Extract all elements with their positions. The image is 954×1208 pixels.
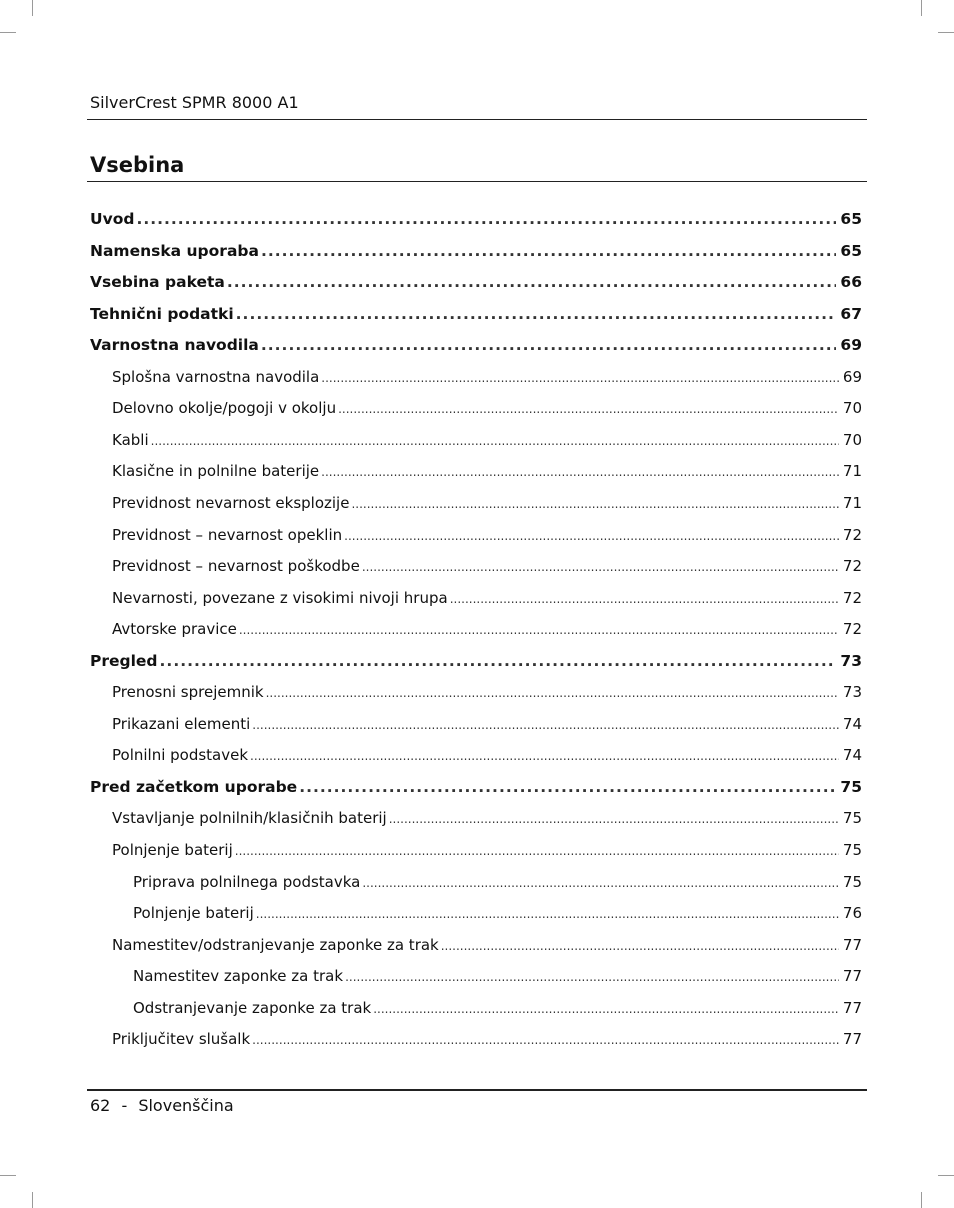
footer-divider xyxy=(87,1089,867,1091)
toc-dot-leader xyxy=(338,402,839,416)
toc-entry-section[interactable] xyxy=(133,873,862,891)
toc-entry-label: Polnjenje baterij xyxy=(133,904,254,922)
toc-entry-page: 69 xyxy=(840,336,862,354)
toc-entry-page: 65 xyxy=(840,242,862,260)
toc-entry-page: 71 xyxy=(842,462,862,480)
crop-mark xyxy=(938,1175,954,1176)
toc-entry-label: Tehnični podatki xyxy=(90,305,234,323)
toc-dot-leader xyxy=(373,1002,839,1016)
toc-entry-page: 66 xyxy=(840,273,862,291)
crop-mark xyxy=(0,1175,16,1176)
toc-entry-page: 75 xyxy=(842,809,862,827)
toc-entry-label: Kabli xyxy=(112,431,149,449)
toc-dot-leader xyxy=(362,560,839,574)
toc-entry-label: Polnjenje baterij xyxy=(112,841,233,859)
toc-entry-label: Namestitev/odstranjevanje zaponke za trak xyxy=(112,936,439,954)
toc-entry-label: Previdnost – nevarnost opeklin xyxy=(112,526,343,544)
toc-entry-label: Polnilni podstavek xyxy=(112,746,249,764)
toc-entry-page: 72 xyxy=(842,620,862,638)
toc-entry-section[interactable] xyxy=(112,683,862,701)
toc-entry-section[interactable] xyxy=(112,1030,862,1048)
toc-entry-section[interactable] xyxy=(112,368,862,386)
header-divider xyxy=(87,119,867,120)
toc-entry-section[interactable] xyxy=(112,494,862,512)
toc-entry-section[interactable] xyxy=(133,904,862,922)
toc-dot-leader xyxy=(261,336,837,354)
toc-entry-label: Odstranjevanje zaponke za trak xyxy=(133,999,372,1017)
toc-entry-label: Prikazani elementi xyxy=(112,715,251,733)
document-title: SilverCrest SPMR 8000 A1 xyxy=(90,93,299,112)
toc-dot-leader xyxy=(299,778,836,796)
toc-entry-page: 70 xyxy=(842,431,862,449)
toc-entry-label: Uvod xyxy=(90,210,135,228)
page-header xyxy=(90,93,866,113)
toc-entry-chapter[interactable] xyxy=(90,305,862,323)
toc-entry-chapter[interactable] xyxy=(90,242,862,260)
toc-dot-leader xyxy=(235,844,839,858)
crop-mark xyxy=(32,0,33,16)
toc-entry-page: 75 xyxy=(840,778,862,796)
toc-dot-leader xyxy=(151,434,839,448)
toc-entry-chapter[interactable] xyxy=(90,273,862,291)
toc-entry-page: 76 xyxy=(842,904,862,922)
toc-entry-page: 71 xyxy=(842,494,862,512)
toc-entry-section[interactable] xyxy=(112,715,862,733)
toc-entry-page: 73 xyxy=(842,683,862,701)
toc-dot-leader xyxy=(252,1033,839,1047)
page-footer xyxy=(90,1096,234,1116)
crop-mark xyxy=(938,32,954,33)
toc-dot-leader xyxy=(250,749,839,763)
toc-entry-label: Nevarnosti, povezane z visokimi nivoji hrupa xyxy=(112,589,448,607)
toc-entry-page: 72 xyxy=(842,589,862,607)
toc-entry-page: 77 xyxy=(842,936,862,954)
toc-entry-label: Priključitev slušalk xyxy=(112,1030,251,1048)
toc-entry-page: 73 xyxy=(840,652,862,670)
toc-entry-page: 74 xyxy=(842,746,862,764)
toc-dot-leader xyxy=(441,939,839,953)
toc-entry-label: Vsebina paketa xyxy=(90,273,225,291)
toc-heading: Vsebina xyxy=(90,153,185,177)
toc-entry-section[interactable] xyxy=(112,746,862,764)
toc-dot-leader xyxy=(344,529,839,543)
toc-entry-page: 77 xyxy=(842,999,862,1017)
toc-entry-chapter[interactable] xyxy=(90,210,862,228)
toc-entry-page: 72 xyxy=(842,557,862,575)
toc-entry-page: 75 xyxy=(842,841,862,859)
toc-entry-section[interactable] xyxy=(112,589,862,607)
toc-entry-section[interactable] xyxy=(112,526,862,544)
toc-dot-leader xyxy=(389,812,839,826)
crop-mark xyxy=(921,0,922,16)
toc-entry-page: 70 xyxy=(842,399,862,417)
toc-entry-label: Previdnost nevarnost eksplozije xyxy=(112,494,350,512)
toc-entry-section[interactable] xyxy=(112,462,862,480)
toc-entry-page: 77 xyxy=(842,967,862,985)
toc-entry-page: 65 xyxy=(840,210,862,228)
crop-mark xyxy=(32,1192,33,1208)
toc-entry-label: Priprava polnilnega podstavka xyxy=(133,873,361,891)
crop-mark xyxy=(0,32,16,33)
toc-entry-page: 77 xyxy=(842,1030,862,1048)
toc-entry-chapter[interactable] xyxy=(90,778,862,796)
toc-entry-section[interactable] xyxy=(112,809,862,827)
toc-entry-section[interactable] xyxy=(112,557,862,575)
toc-entry-chapter[interactable] xyxy=(90,652,862,670)
toc-entry-section[interactable] xyxy=(112,431,862,449)
footer-separator: - xyxy=(121,1096,128,1115)
toc-dot-leader xyxy=(236,305,837,323)
footer-language: Slovenščina xyxy=(138,1096,234,1115)
toc-dot-leader xyxy=(239,623,839,637)
toc-entry-label: Prenosni sprejemnik xyxy=(112,683,264,701)
toc-entry-page: 75 xyxy=(842,873,862,891)
toc-dot-leader xyxy=(160,652,837,670)
toc-dot-leader xyxy=(345,970,839,984)
toc-entry-label: Previdnost – nevarnost poškodbe xyxy=(112,557,360,575)
toc-entry-section[interactable] xyxy=(112,620,862,638)
toc-entry-label: Splošna varnostna navodila xyxy=(112,368,320,386)
toc-entry-label: Namestitev zaponke za trak xyxy=(133,967,344,985)
toc-entry-section[interactable] xyxy=(112,399,862,417)
toc-dot-leader xyxy=(261,242,836,260)
toc-entry-label: Klasične in polnilne baterije xyxy=(112,462,320,480)
toc-entry-section[interactable] xyxy=(133,999,862,1017)
toc-dot-leader xyxy=(321,371,839,385)
toc-entry-page: 72 xyxy=(842,526,862,544)
toc-entry-label: Pred začetkom uporabe xyxy=(90,778,298,796)
page-number: 62 xyxy=(90,1096,111,1115)
toc-entry-section[interactable] xyxy=(133,967,862,985)
heading-divider xyxy=(87,181,867,182)
toc-entry-label: Varnostna navodila xyxy=(90,336,259,354)
toc-entry-label: Delovno okolje/pogoji v okolju xyxy=(112,399,337,417)
toc-entry-label: Vstavljanje polnilnih/klasičnih baterij xyxy=(112,809,387,827)
toc-dot-leader xyxy=(351,497,838,511)
toc-dot-leader xyxy=(450,592,839,606)
toc-entry-chapter[interactable] xyxy=(90,336,862,354)
toc-dot-leader xyxy=(266,686,839,700)
toc-dot-leader xyxy=(227,273,837,291)
toc-entry-page: 67 xyxy=(840,305,862,323)
toc-dot-leader xyxy=(252,718,839,732)
toc-entry-label: Pregled xyxy=(90,652,158,670)
toc-dot-leader xyxy=(136,210,836,228)
toc-dot-leader xyxy=(362,876,839,890)
toc-entry-label: Avtorske pravice xyxy=(112,620,237,638)
toc-entry-section[interactable] xyxy=(112,936,862,954)
toc-entry-page: 69 xyxy=(842,368,862,386)
toc-entry-section[interactable] xyxy=(112,841,862,859)
toc-entry-label: Namenska uporaba xyxy=(90,242,259,260)
toc-dot-leader xyxy=(321,465,839,479)
crop-mark xyxy=(921,1192,922,1208)
toc-dot-leader xyxy=(256,907,839,921)
toc-entry-page: 74 xyxy=(842,715,862,733)
